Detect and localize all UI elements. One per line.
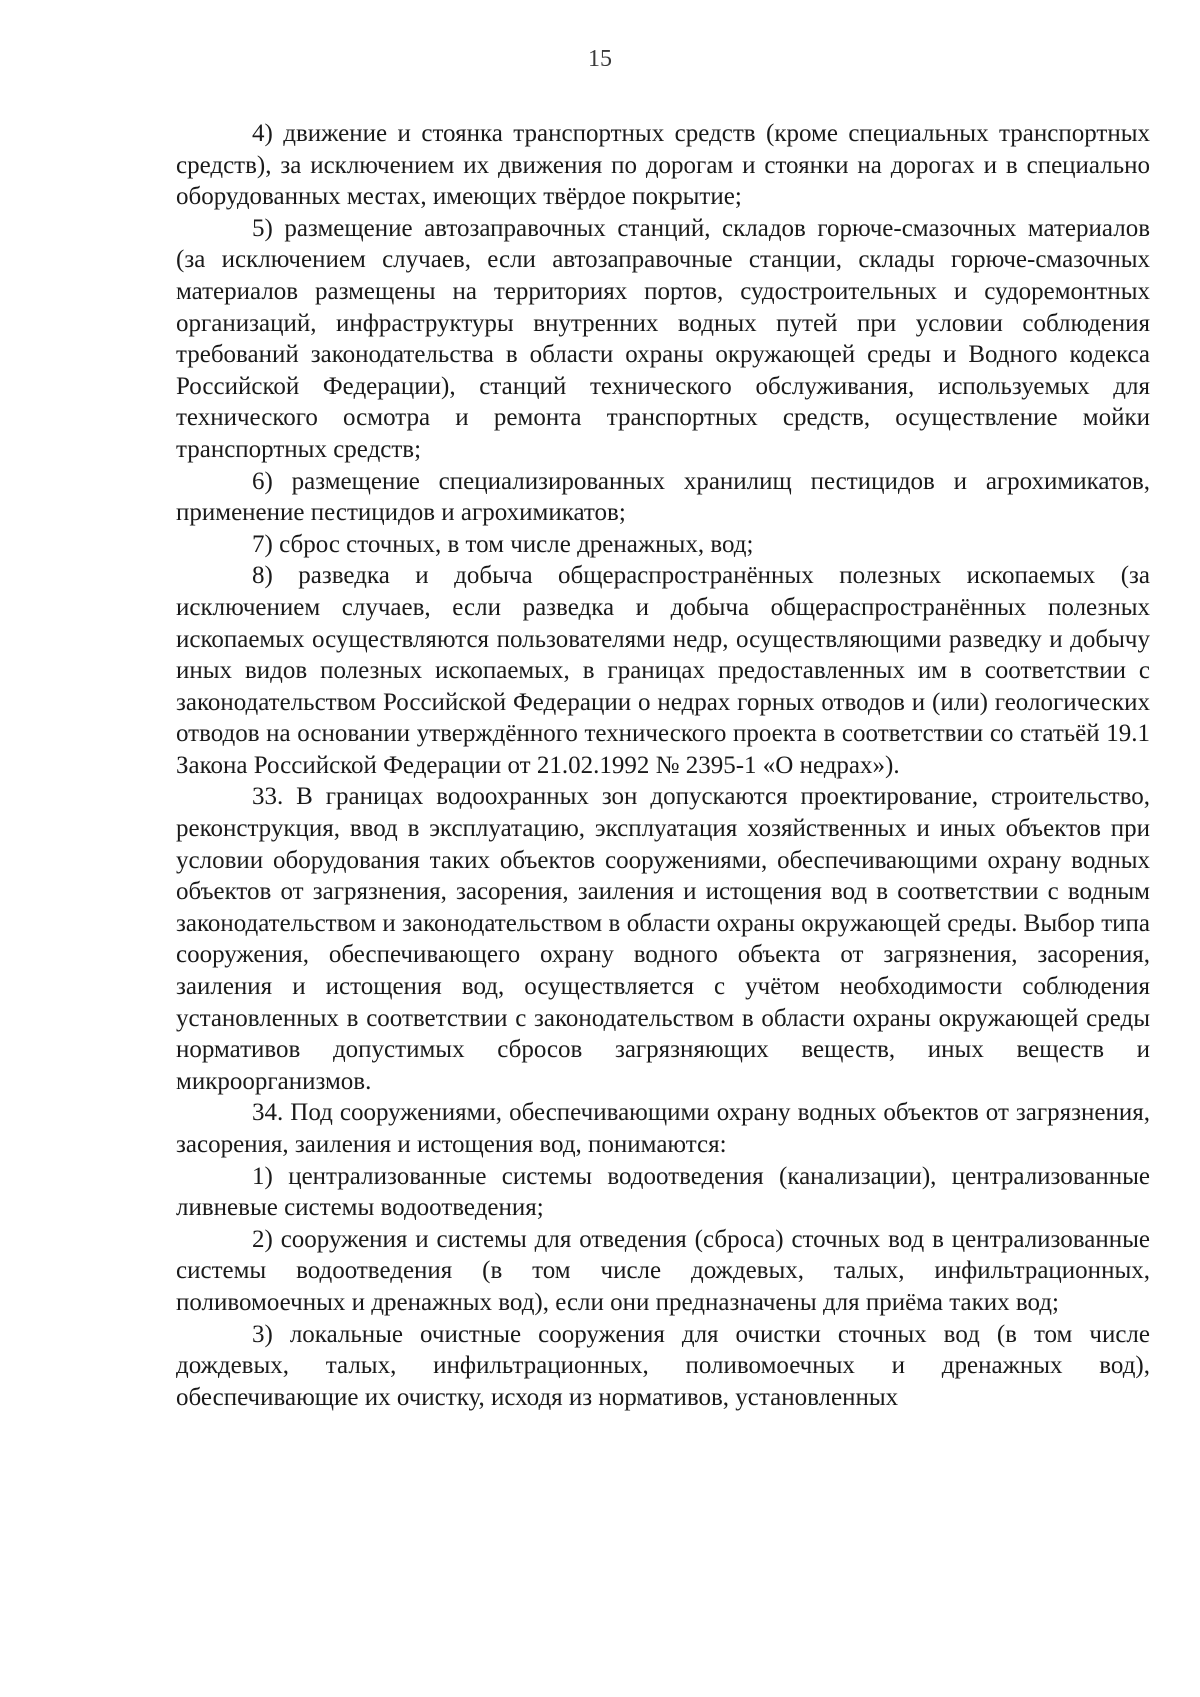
paragraph-item-2: 2) сооружения и системы для отведения (сброса) сточных вод в централизованные системы водоотведения (в том числе дождевых, талых, инфильтрационных, поливомоечных и дренажных вод), если они предназначены для приёма таких вод; xyxy=(176,1225,1150,1316)
paragraph-item-3: 3) локальные очистные сооружения для очистки сточных вод (в том числе дождевых, талых, инфильтрационных, поливомоечных и дренажных вод), обеспечивающие их очистку, исходя из нормативов, установленных xyxy=(176,1320,1150,1411)
page-number: 15 xyxy=(588,46,612,72)
paragraph-item-4: 4) движение и стоянка транспортных средств (кроме специальных транспортных средств), за исключением их движения по дорогам и стоянки на дорогах и в специально оборудованных местах, имеющих твёрдое покрытие; xyxy=(176,120,1150,211)
paragraph-item-5: 5) размещение автозаправочных станций, складов горюче-смазочных материалов (за исключением случаев, если автозаправочные станции, склады горюче-смазочных материалов размещены на территориях портов, судостроительных и судоремонтных организаций, инфраструктуры внутренних водных путей при условии соблюдения требований законодательства в области охраны окружающей среды и Водного кодекса Российской Федерации), станций технического обслуживания, используемых для технического осмотра и ремонта транспортных средств, осуществление мойки транспортных средств; xyxy=(176,214,1150,463)
document-body xyxy=(176,118,1150,1413)
paragraph-item-1: 1) централизованные системы водоотведения (канализации), централизованные ливневые системы водоотведения; xyxy=(176,1162,1150,1222)
paragraph-section-34: 34. Под сооружениями, обеспечивающими охрану водных объектов от загрязнения, засорения, заиления и истощения вод, понимаются: xyxy=(176,1099,1150,1158)
paragraph-item-8: 8) разведка и добыча общераспространённых полезных ископаемых (за исключением случаев, если разведка и добыча общераспространённых полезных ископаемых осуществляются пользователями недр, осуществляющими разведку и добычу иных видов полезных ископаемых, в границах предоставленных им в соответствии с законодательством Российской Федерации о недрах горных отводов и (или) геологических отводов на основании утверждённого технического проекта в соответствии со статьёй 19.1 Закона Российской Федерации от 21.02.1992 № 2395-1 «О недрах»). xyxy=(176,562,1150,779)
paragraph-item-7: 7) сброс сточных, в том числе дренажных, вод; xyxy=(252,530,754,558)
paragraph-section-33: 33. В границах водоохранных зон допускаются проектирование, строительство, реконструкция, ввод в эксплуатацию, эксплуатация хозяйственных и иных объектов при условии оборудования таких объектов сооружениями, обеспечивающими охрану водных объектов от загрязнения, засорения, заиления и истощения вод в соответствии с водным законодательством и законодательством в области охраны окружающей среды. Выбор типа сооружения, обеспечивающего охрану водного объекта от загрязнения, засорения, заиления и истощения вод, осуществляется с учётом необходимости соблюдения установленных в соответствии с законодательством в области охраны окружающей среды нормативов допустимых сбросов загрязняющих веществ, иных веществ и микроорганизмов. xyxy=(176,783,1150,1095)
paragraph-item-6: 6) размещение специализированных хранилищ пестицидов и агрохимикатов, применение пестицидов и агрохимикатов; xyxy=(176,467,1150,527)
